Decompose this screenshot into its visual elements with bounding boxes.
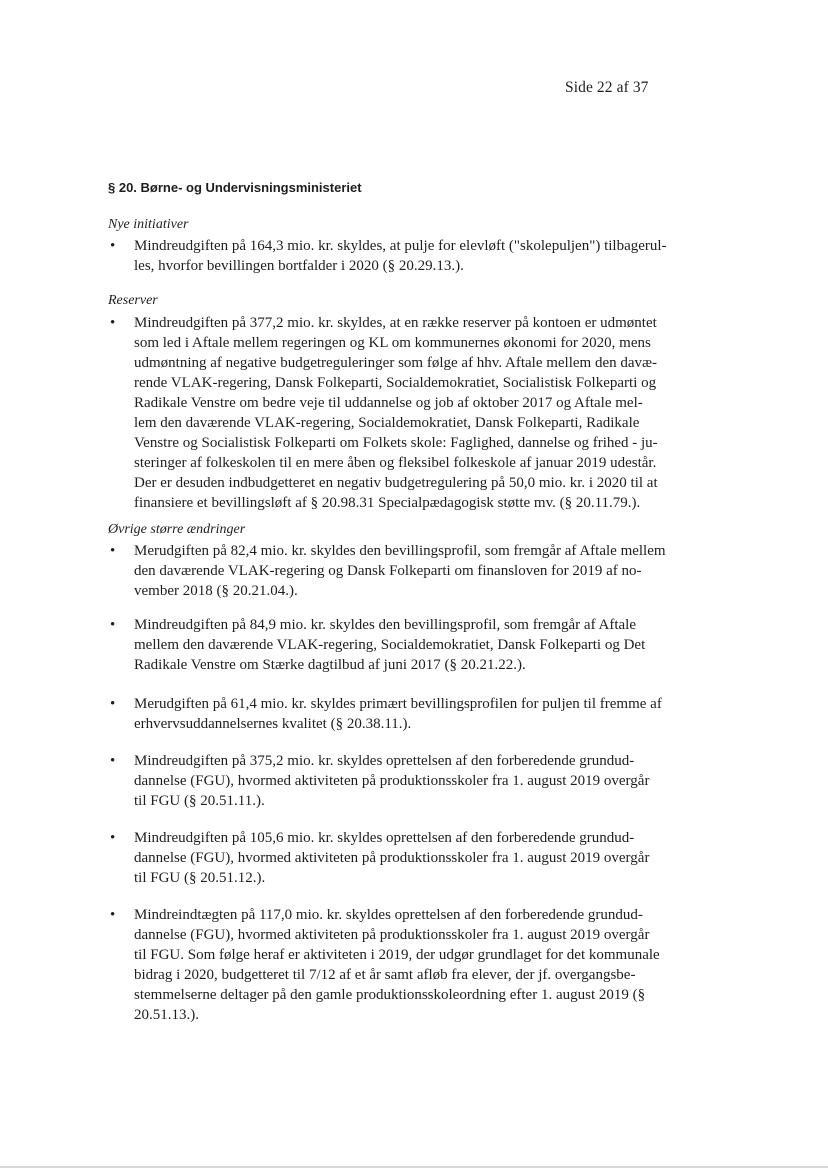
bullet-text [134,236,678,276]
bottom-divider [0,1166,828,1168]
text-line: Mindreudgiften på 164,3 mio. kr. skyldes, at pulje for elevløft ("skolepuljen") tilbagerul- [134,238,667,254]
bullet-icon: • [110,753,116,769]
bullet-text [134,905,678,1025]
text-line: erhvervsuddannelsernes kvalitet (§ 20.38.11.). [134,716,412,732]
text-line: stemmelserne deltager på den gamle produktionsskoleordning efter 1. august 2019 (§ [134,987,646,1003]
bullet-icon: • [110,617,116,633]
text-line: Merudgiften på 82,4 mio. kr. skyldes den bevillingsprofil, som fremgår af Aftale mellem [134,543,666,559]
bullet-icon: • [110,238,116,254]
bullet-icon: • [110,315,116,331]
list-item [108,541,678,601]
section-title: § 20. Børne- og Undervisningsministeriet [108,180,362,195]
page-number: Side 22 af 37 [565,79,649,96]
text-line: Der er desuden indbudgetteret en negativ budgetregulering på 50,0 mio. kr. i 2020 til at [134,475,658,491]
subheading-oevrige-stoerre-aendringer: Øvrige større ændringer [108,522,246,537]
bullet-icon: • [110,830,116,846]
text-line: Mindreudgiften på 377,2 mio. kr. skyldes, at en række reserver på kontoen er udmøntet [134,315,657,331]
bullet-text [134,694,678,734]
bullet-text [134,615,678,675]
subheading-nye-initiativer: Nye initiativer [108,217,189,232]
text-line: dannelse (FGU), hvormed aktiviteten på produktionsskoler fra 1. august 2019 overgår [134,927,650,943]
text-line: Mindreudgiften på 375,2 mio. kr. skyldes oprettelsen af den forberedende grundud- [134,753,635,769]
text-line: steringer af folkeskolen til en mere åben og fleksibel folkeskole af januar 2019 udestår. [134,455,657,471]
list-item [108,694,678,734]
bullet-text [134,828,678,888]
subheading-reserver: Reserver [108,293,158,308]
text-line: dannelse (FGU), hvormed aktiviteten på produktionsskoler fra 1. august 2019 overgår [134,850,650,866]
list-item [108,751,678,811]
text-line: vember 2018 (§ 20.21.04.). [134,583,298,599]
list-item [108,828,678,888]
text-line: Merudgiften på 61,4 mio. kr. skyldes primært bevillingsprofilen for puljen til fremme af [134,696,662,712]
list-item [108,615,678,675]
text-line: rende VLAK-regering, Dansk Folkeparti, Socialdemokratiet, Socialistisk Folkeparti og [134,375,657,391]
text-line: Radikale Venstre om Stærke dagtilbud af juni 2017 (§ 20.21.22.). [134,657,526,673]
text-line: til FGU (§ 20.51.11.). [134,793,265,809]
text-line: til FGU. Som følge heraf er aktiviteten i 2019, der udgør grundlaget for det kommunale [134,947,660,963]
text-line: udmøntning af negative budgetreguleringer som følge af hhv. Aftale mellem den davæ- [134,355,658,371]
text-line: mellem den daværende VLAK-regering, Socialdemokratiet, Dansk Folkeparti og Det [134,637,646,653]
list-item [108,905,678,1025]
text-line: bidrag i 2020, budgetteret til 7/12 af et år samt afløb fra elever, der jf. overgangsbe- [134,967,636,983]
text-line: til FGU (§ 20.51.12.). [134,870,266,886]
text-line: Mindreudgiften på 105,6 mio. kr. skyldes oprettelsen af den forberedende grundud- [134,830,635,846]
list-item [108,236,678,276]
list-item [108,313,678,513]
bullet-text [134,541,678,601]
bullet-text [134,751,678,811]
text-line: den daværende VLAK-regering og Dansk Folkeparti om finansloven for 2019 af no- [134,563,642,579]
bullet-text [134,313,678,513]
text-line: lem den daværende VLAK-regering, Socialdemokratiet, Dansk Folkeparti, Radikale [134,415,640,431]
text-line: Mindreudgiften på 84,9 mio. kr. skyldes den bevillingsprofil, som fremgår af Aftale [134,617,636,633]
text-line: 20.51.13.). [134,1007,199,1023]
text-line: dannelse (FGU), hvormed aktiviteten på produktionsskoler fra 1. august 2019 overgår [134,773,650,789]
text-line: finansiere et bevillingsløft af § 20.98.31 Specialpædagogisk støtte mv. (§ 20.11.79.). [134,495,641,511]
text-line: Mindreindtægten på 117,0 mio. kr. skyldes oprettelsen af den forberedende grundud- [134,907,643,923]
bullet-icon: • [110,907,116,923]
text-line: Radikale Venstre om bedre veje til uddannelse og job af oktober 2017 og Aftale mel- [134,395,643,411]
text-line: som led i Aftale mellem regeringen og KL om kommunernes økonomi for 2020, mens [134,335,651,351]
bullet-icon: • [110,543,116,559]
bullet-icon: • [110,696,116,712]
text-line: les, hvorfor bevillingen bortfalder i 2020 (§ 20.29.13.). [134,258,464,274]
text-line: Venstre og Socialistisk Folkeparti om Folkets skole: Faglighed, dannelse og frihed - ju- [134,435,658,451]
